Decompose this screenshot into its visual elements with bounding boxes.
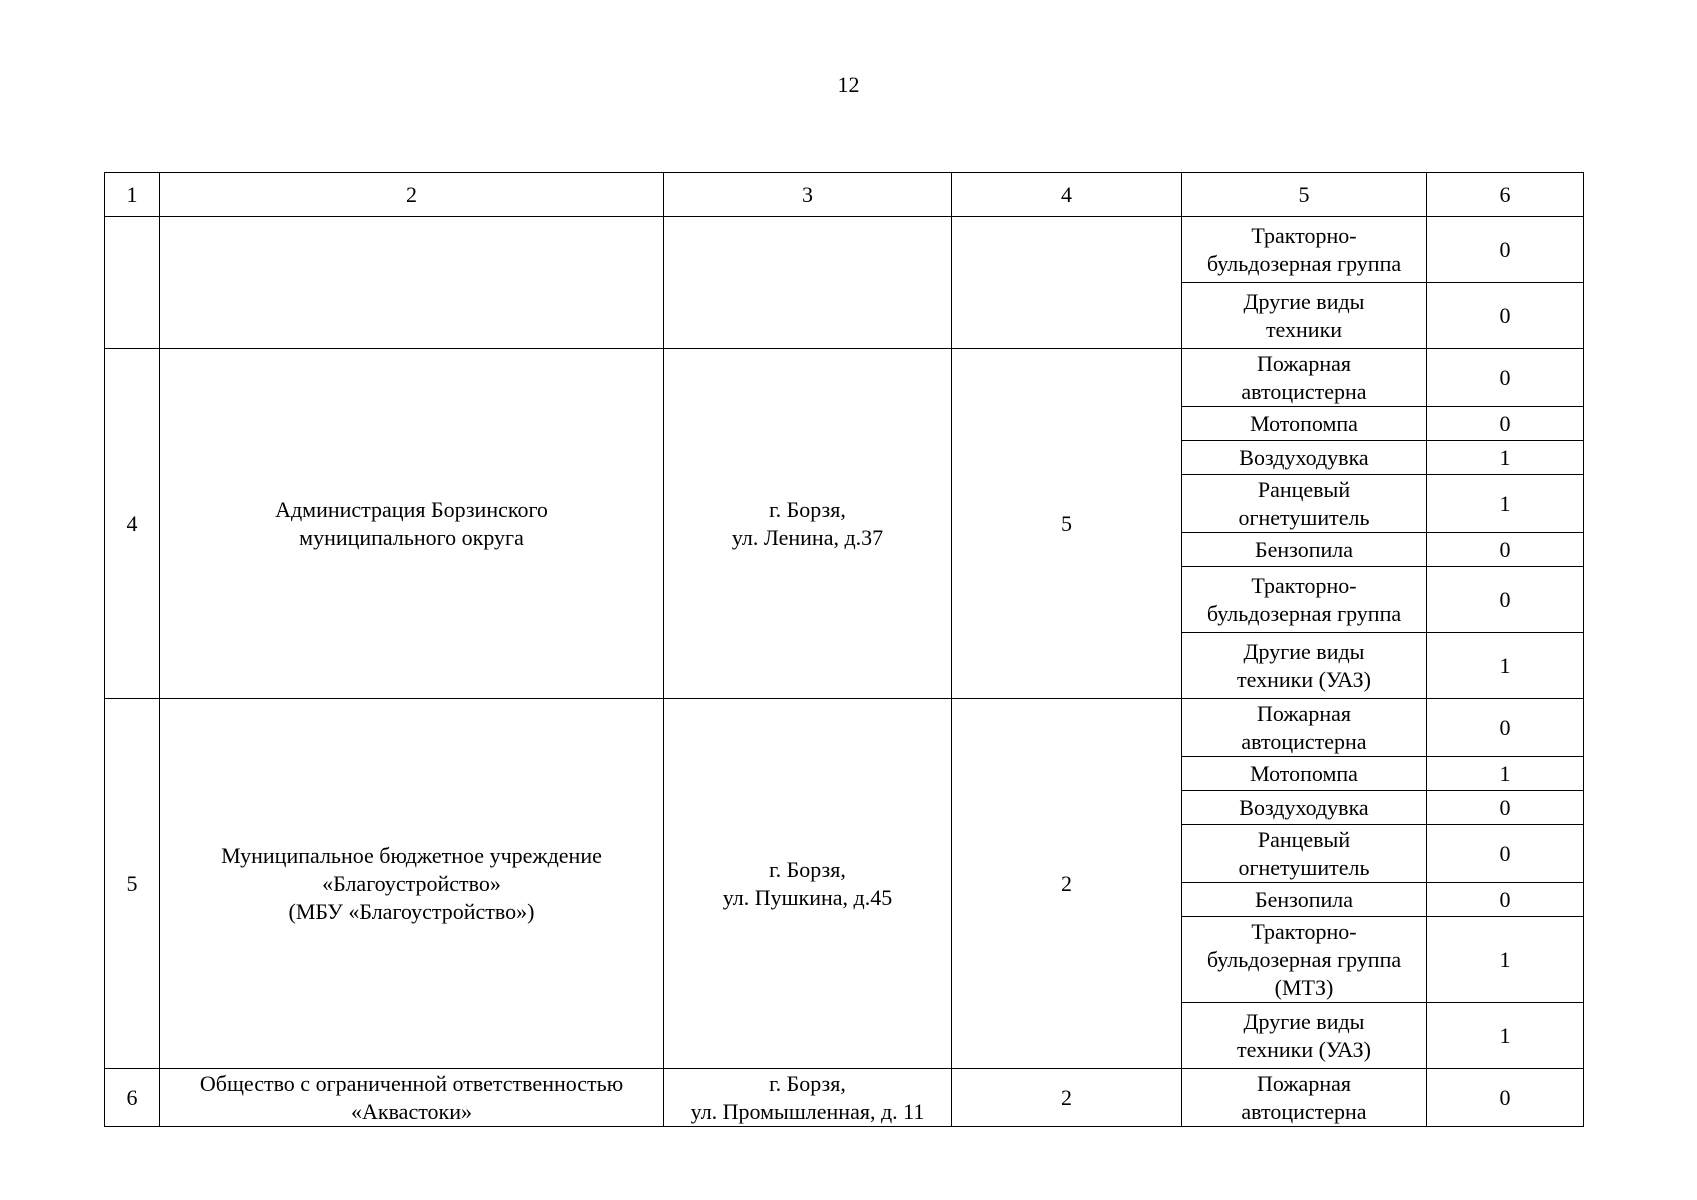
- equipment-name: Пожарная автоцистерна: [1182, 349, 1427, 407]
- org-number: 6: [105, 1069, 160, 1127]
- equipment-name: Мотопомпа: [1182, 757, 1427, 791]
- equipment-name: Пожарная автоцистерна: [1182, 699, 1427, 757]
- equipment-name: Тракторно- бульдозерная группа: [1182, 567, 1427, 633]
- continuation-address-cell: [664, 217, 952, 349]
- equipment-name: Другие виды техники (УАЗ): [1182, 633, 1427, 699]
- equipment-count: 1: [1427, 1003, 1584, 1069]
- equipment-count: 1: [1427, 917, 1584, 1003]
- equipment-count: 1: [1427, 633, 1584, 699]
- header-cell-3: 3: [664, 173, 952, 217]
- equipment-name: Тракторно- бульдозерная группа (МТЗ): [1182, 917, 1427, 1003]
- equipment-name: Воздуходувка: [1182, 791, 1427, 825]
- table-header-row: [105, 173, 1584, 217]
- equipment-count: 0: [1427, 883, 1584, 917]
- org-number: 5: [105, 699, 160, 1069]
- org-address: г. Борзя, ул. Ленина, д.37: [664, 349, 952, 699]
- header-cell-2: 2: [160, 173, 664, 217]
- equipment-name: Тракторно- бульдозерная группа: [1182, 217, 1427, 283]
- header-cell-6: 6: [1427, 173, 1584, 217]
- equipment-count: 0: [1427, 825, 1584, 883]
- table-row: [105, 349, 1584, 407]
- continuation-number-cell: [105, 217, 160, 349]
- equipment-name: Бензопила: [1182, 533, 1427, 567]
- continuation-total-cell: [952, 217, 1182, 349]
- equipment-count: 1: [1427, 757, 1584, 791]
- equipment-count: 0: [1427, 699, 1584, 757]
- org-address: г. Борзя, ул. Пушкина, д.45: [664, 699, 952, 1069]
- org-name: Общество с ограниченной ответственностью «Аквастоки»: [160, 1069, 664, 1127]
- equipment-count: 0: [1427, 217, 1584, 283]
- equipment-count: 0: [1427, 283, 1584, 349]
- equipment-name: Ранцевый огнетушитель: [1182, 475, 1427, 533]
- equipment-name: Воздуходувка: [1182, 441, 1427, 475]
- header-cell-4: 4: [952, 173, 1182, 217]
- equipment-count: 1: [1427, 441, 1584, 475]
- org-total: 2: [952, 1069, 1182, 1127]
- table-row: [105, 1069, 1584, 1127]
- org-address: г. Борзя, ул. Промышленная, д. 11: [664, 1069, 952, 1127]
- org-number: 4: [105, 349, 160, 699]
- equipment-count: 0: [1427, 1069, 1584, 1127]
- page-number: 12: [837, 72, 860, 97]
- org-total: 5: [952, 349, 1182, 699]
- equipment-count: 1: [1427, 475, 1584, 533]
- equipment-name: Другие виды техники: [1182, 283, 1427, 349]
- table-row: [105, 699, 1584, 757]
- equipment-name: Ранцевый огнетушитель: [1182, 825, 1427, 883]
- org-total: 2: [952, 699, 1182, 1069]
- org-name: Администрация Борзинского муниципального округа: [160, 349, 664, 699]
- equipment-count: 0: [1427, 407, 1584, 441]
- equipment-table: [104, 172, 1584, 1127]
- equipment-name: Пожарная автоцистерна: [1182, 1069, 1427, 1127]
- equipment-count: 0: [1427, 791, 1584, 825]
- header-cell-1: 1: [105, 173, 160, 217]
- header-cell-5: 5: [1182, 173, 1427, 217]
- continuation-name-cell: [160, 217, 664, 349]
- equipment-name: Мотопомпа: [1182, 407, 1427, 441]
- equipment-name: Бензопила: [1182, 883, 1427, 917]
- equipment-count: 0: [1427, 533, 1584, 567]
- org-name: Муниципальное бюджетное учреждение «Благоустройство» (МБУ «Благоустройство»): [160, 699, 664, 1069]
- equipment-name: Другие виды техники (УАЗ): [1182, 1003, 1427, 1069]
- equipment-count: 0: [1427, 567, 1584, 633]
- table-row: [105, 217, 1584, 283]
- equipment-count: 0: [1427, 349, 1584, 407]
